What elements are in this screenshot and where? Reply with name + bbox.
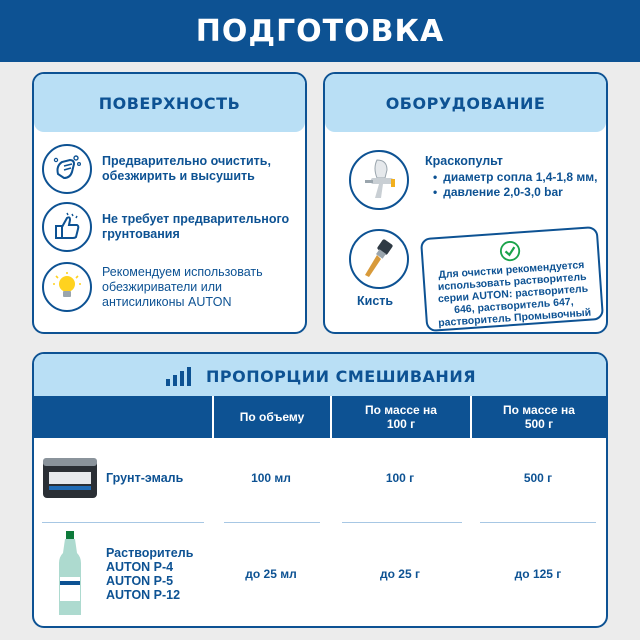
mix-card <box>32 352 608 628</box>
bottle-icon <box>34 524 106 624</box>
hand-wash-icon <box>42 144 92 194</box>
cleaning-note-text: Для очистки рекомендуется использовать растворитель серии AUTON: растворитель 646, растворитель 647, растворитель Промывочный <box>437 258 592 330</box>
mix-title: ПРОПОРЦИИ СМЕШИВАНИЯ <box>205 366 477 386</box>
page-title: ПОДГОТОВКА <box>195 13 445 49</box>
equipment-title: ОБОРУДОВАНИЕ <box>385 93 546 113</box>
row-name: Растворитель AUTON Р-4 AUTON Р-5 AUTON Р-12 <box>106 546 194 602</box>
row-divider <box>342 522 462 523</box>
mix-table-header <box>34 396 606 438</box>
surface-item <box>42 202 292 252</box>
equipment-card-header <box>325 74 606 132</box>
spray-gun-specs <box>433 170 603 200</box>
column-header: По массе на 100 г <box>330 396 470 438</box>
surface-item <box>42 144 292 194</box>
bar-chart-icon <box>164 365 194 387</box>
row-value: 100 мл <box>251 471 291 485</box>
row-divider <box>42 522 204 523</box>
column-header: По массе на 500 г <box>470 396 606 438</box>
surface-item-text: Не требует предварительного грунтования <box>102 212 290 241</box>
surface-card <box>32 72 307 334</box>
spray-gun-spec: • давление 2,0-3,0 bar <box>433 185 603 200</box>
row-value: 100 г <box>385 471 415 485</box>
surface-card-header <box>34 74 305 132</box>
surface-item-text: Рекомендуем использовать обезжириватели или антисиликоны AUTON <box>102 264 263 309</box>
row-name: Грунт-эмаль <box>106 471 184 485</box>
cleaning-note <box>420 226 604 332</box>
row-value: до 125 г <box>514 567 562 581</box>
row-value: до 25 мл <box>245 567 297 581</box>
lightbulb-icon <box>42 262 92 312</box>
table-row <box>34 438 606 518</box>
brush-icon <box>349 229 409 289</box>
surface-item-text: Предварительно очистить, обезжирить и высушить <box>102 154 271 183</box>
spray-gun-spec: • диаметр сопла 1,4-1,8 мм, <box>433 170 603 185</box>
brush-title: Кисть <box>357 294 394 308</box>
spray-gun-icon <box>349 150 409 210</box>
surface-item <box>42 262 292 312</box>
check-circle-icon <box>497 239 522 263</box>
column-header-empty <box>34 396 212 438</box>
can-icon <box>34 438 106 518</box>
spray-gun-title: Краскопульт <box>425 154 503 168</box>
row-divider <box>224 522 320 523</box>
thumbs-up-icon <box>42 202 92 252</box>
mix-card-header <box>34 354 606 398</box>
row-divider <box>480 522 596 523</box>
row-value: 500 г <box>523 471 553 485</box>
column-header: По объему <box>212 396 330 438</box>
equipment-card <box>323 72 608 334</box>
surface-title: ПОВЕРХНОСТЬ <box>98 93 241 113</box>
row-value: до 25 г <box>380 567 420 581</box>
header-band <box>0 0 640 62</box>
table-row <box>34 524 606 624</box>
